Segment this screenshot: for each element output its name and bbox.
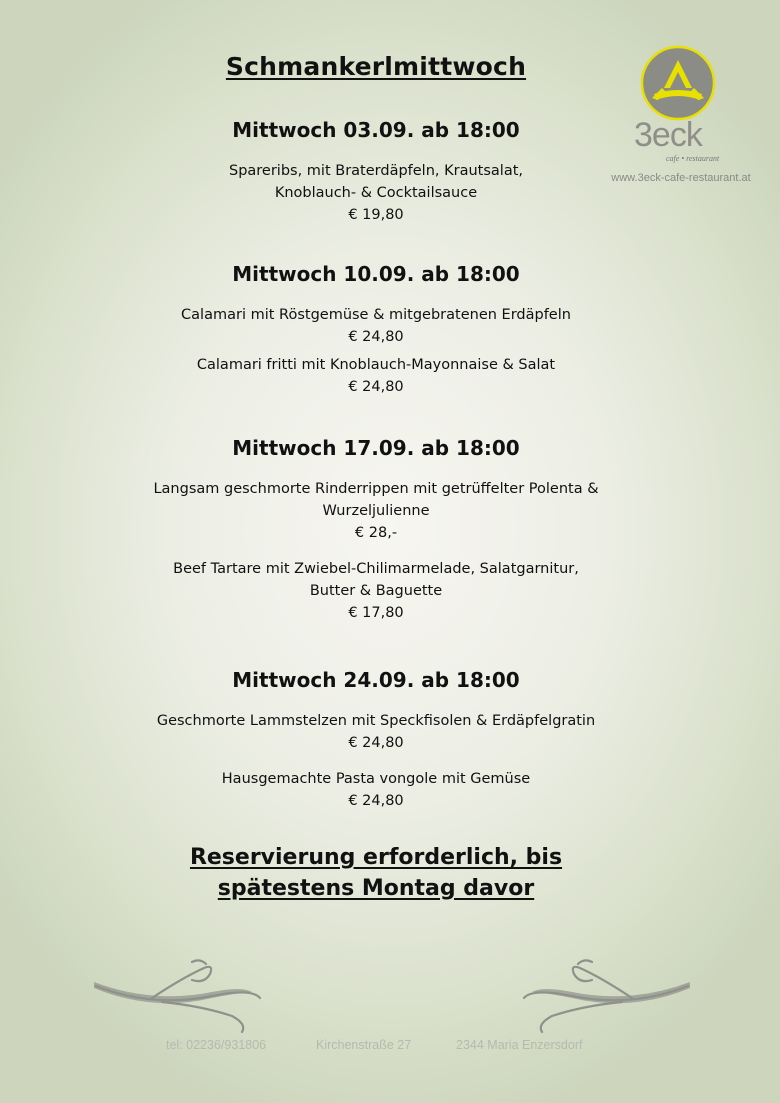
- dish-price: € 28,-: [354, 525, 398, 541]
- day-heading: Mittwoch 24.09. ab 18:00: [232, 668, 520, 692]
- dish-item: [0, 304, 752, 348]
- dish-description: Spareribs, mit Braterdäpfeln, Krautsalat,: [228, 163, 523, 179]
- footer-phone: tel: 02236/931806: [166, 1038, 267, 1052]
- dish-price: € 24,80: [348, 793, 404, 809]
- dish-item: [0, 478, 752, 544]
- dish-item: [0, 768, 752, 812]
- dish-description: Calamari fritti mit Knoblauch-Mayonnaise & Salat: [196, 357, 556, 373]
- dish-description-cont: Wurzeljulienne: [322, 503, 430, 519]
- footer-street: Kirchenstraße 27: [316, 1038, 412, 1052]
- day-heading: Mittwoch 03.09. ab 18:00: [232, 118, 520, 142]
- reservation-line-1: Reservierung erforderlich, bis: [189, 845, 563, 870]
- dish-item: [0, 558, 752, 624]
- dish-item: [0, 160, 752, 226]
- page-title: Schmankerlmittwoch: [225, 52, 527, 81]
- logo-emblem-icon: [596, 42, 766, 122]
- day-heading: Mittwoch 17.09. ab 18:00: [232, 436, 520, 460]
- dish-description-cont: Butter & Baguette: [309, 583, 443, 599]
- dish-description-cont: Knoblauch- & Cocktailsauce: [274, 185, 478, 201]
- dish-description: Hausgemachte Pasta vongole mit Gemüse: [221, 771, 531, 787]
- dish-price: € 24,80: [348, 379, 404, 395]
- dish-description: Beef Tartare mit Zwiebel-Chilimarmelade, Salatgarnitur,: [173, 561, 579, 577]
- dish-price: € 19,80: [348, 207, 404, 223]
- dish-item: [0, 354, 752, 398]
- footer-city: 2344 Maria Enzersdorf: [456, 1038, 583, 1052]
- right-flourish-icon: [512, 958, 692, 1038]
- left-flourish-icon: [92, 958, 272, 1038]
- dish-price: € 24,80: [348, 329, 404, 345]
- dish-description: Geschmorte Lammstelzen mit Speckfisolen & Erdäpfelgratin: [156, 713, 596, 729]
- dish-price: € 24,80: [348, 735, 404, 751]
- reservation-notice: [0, 842, 752, 904]
- dish-description: Langsam geschmorte Rinderrippen mit getrüffelter Polenta &: [153, 481, 599, 497]
- reservation-line-2: spätestens Montag davor: [217, 876, 535, 901]
- dish-price: € 17,80: [348, 605, 404, 621]
- logo-url[interactable]: www.3eck-cafe-restaurant.at: [611, 172, 751, 184]
- dish-description: Calamari mit Röstgemüse & mitgebratenen Erdäpfeln: [181, 307, 571, 323]
- logo-name: 3eck: [634, 116, 702, 154]
- dish-item: [0, 710, 752, 754]
- logo-subtitle: cafe • restaurant: [666, 154, 720, 163]
- day-heading: Mittwoch 10.09. ab 18:00: [232, 262, 520, 286]
